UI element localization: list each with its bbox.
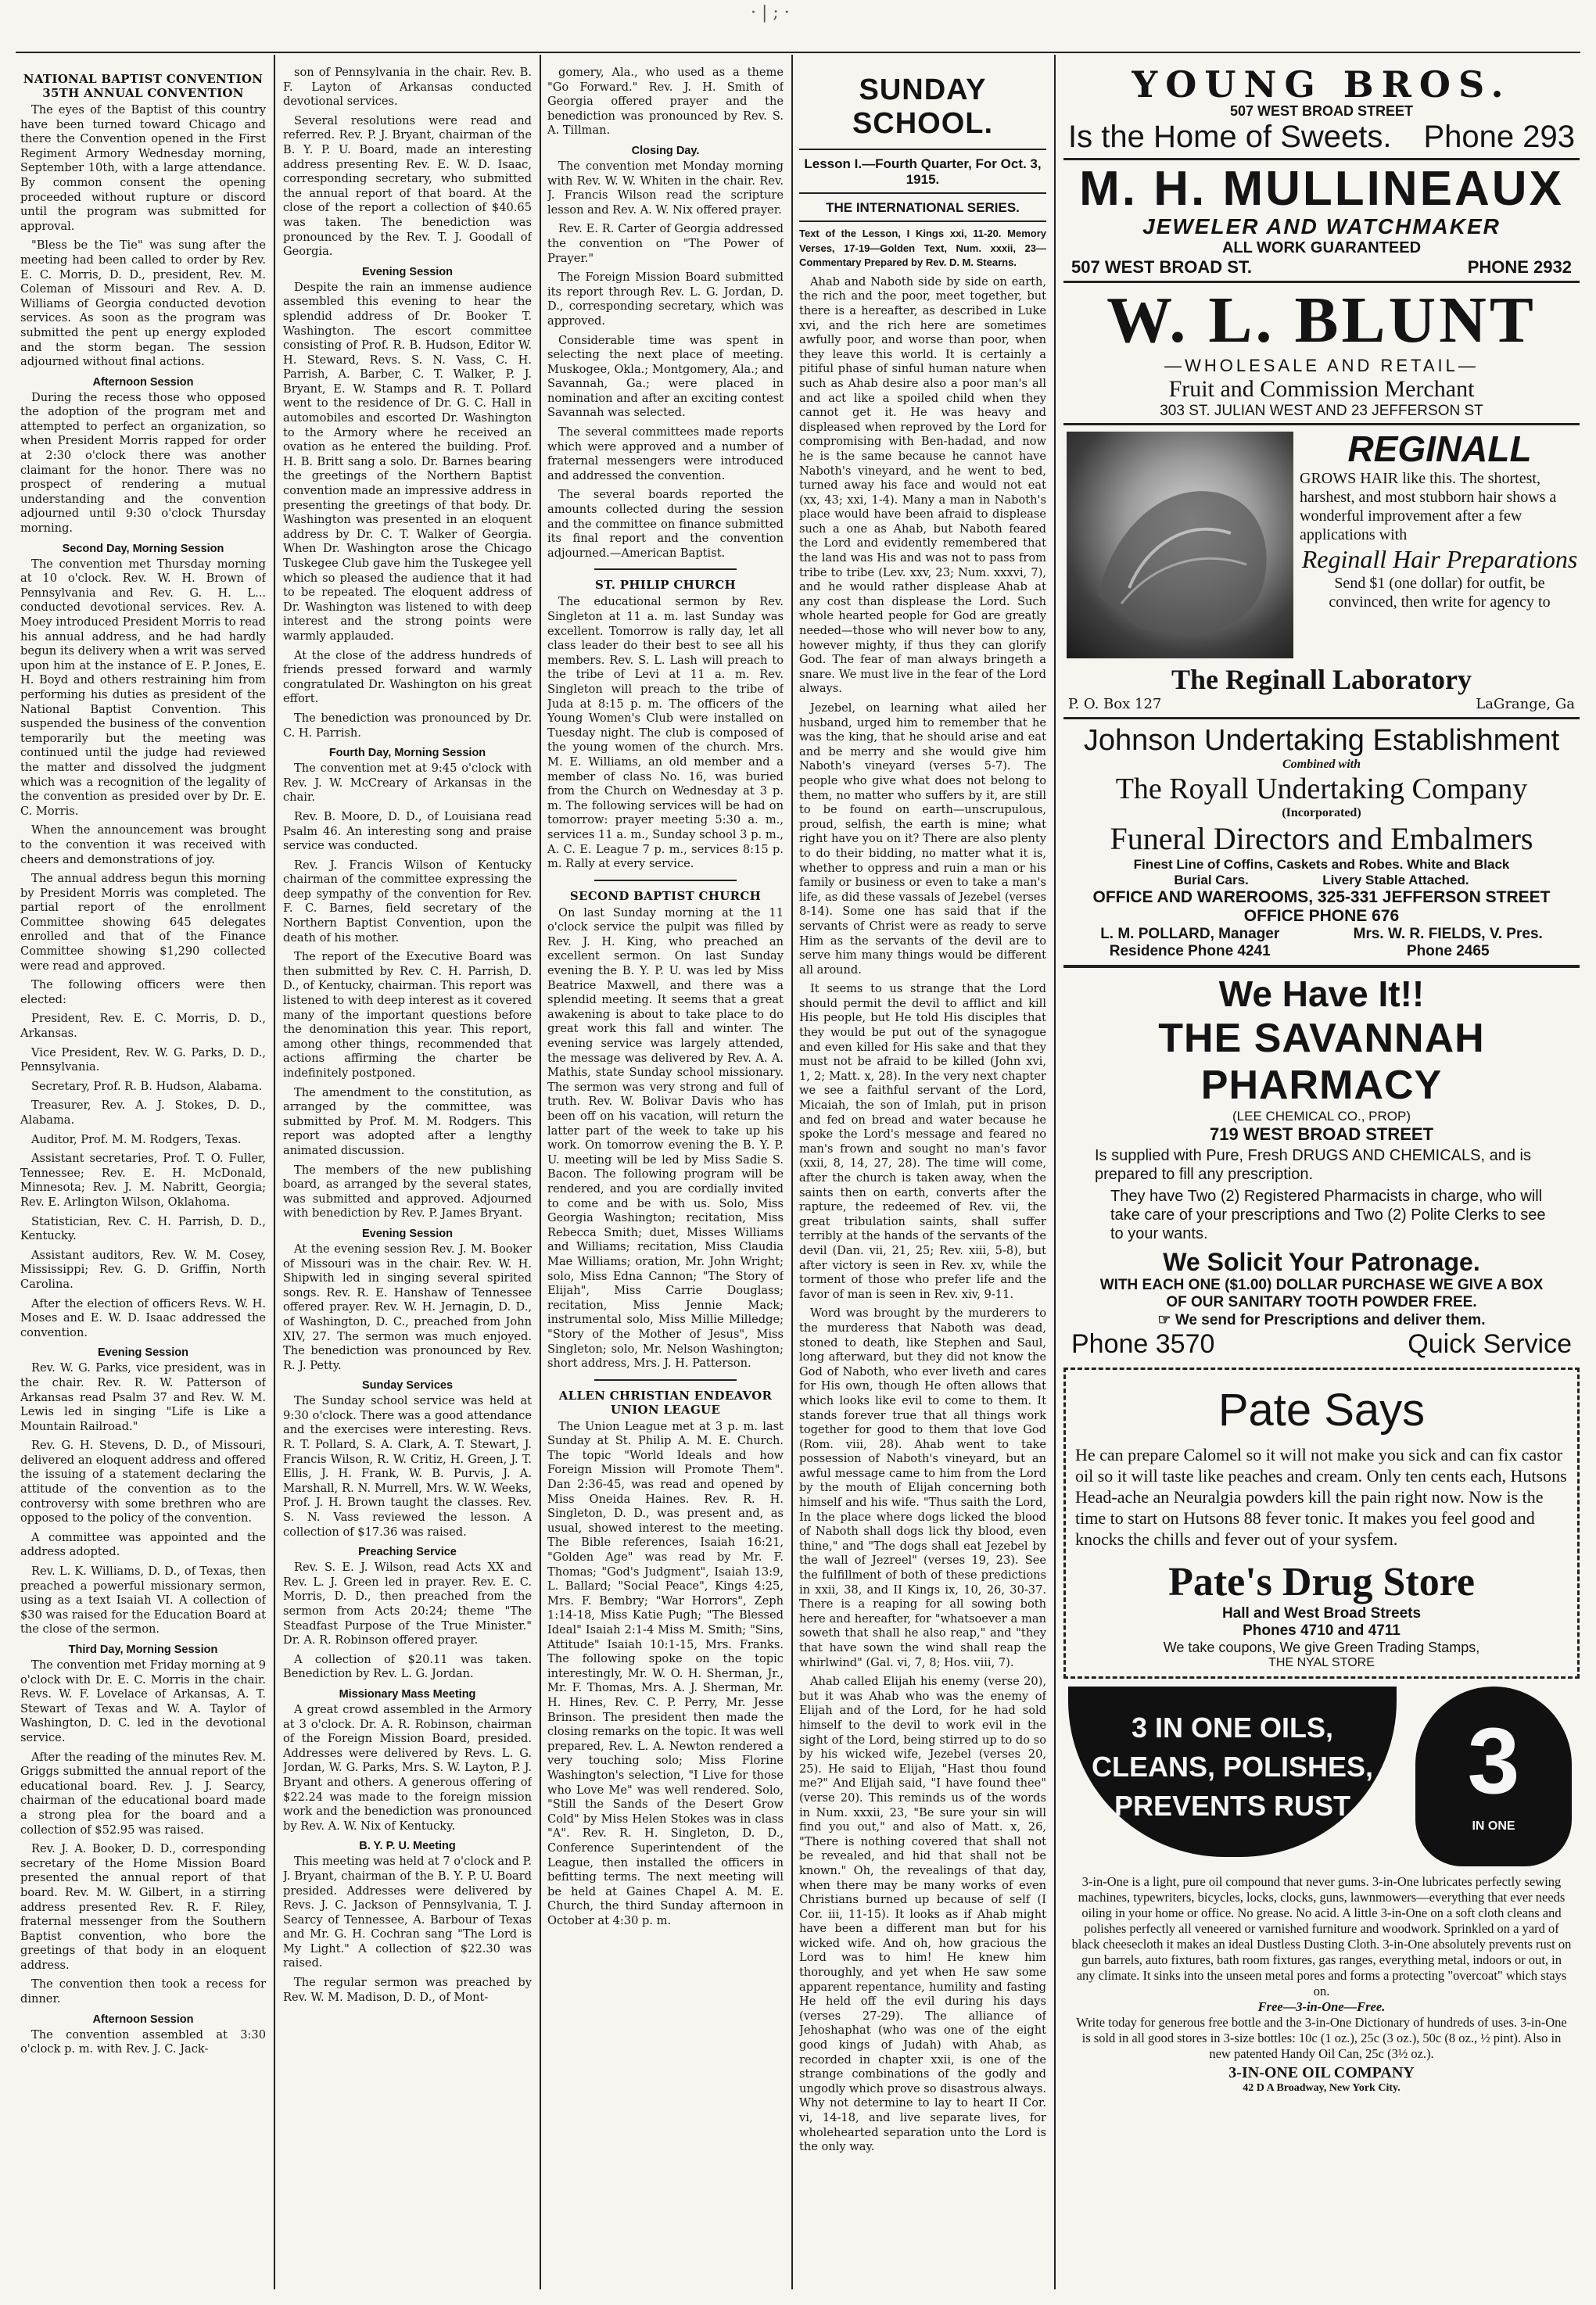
article-paragraph: The regular sermon was preached by Rev. W. M. Madison, D. D., of Mont- xyxy=(283,1976,532,2004)
pharmacy-address: 719 WEST BROAD STREET xyxy=(1209,1124,1434,1144)
article-paragraph: Rev. J. A. Booker, D. D., corresponding secretary of the Home Mission Board presented the annual report of that board. Rev. M. W. Gilbert, in a stirring address presented Rev. R. F. Riley, fraternal messenger from the Southern Baptist convention, who bore the greetings of that body in an eloquent address. xyxy=(20,1842,266,1972)
pharmacy-phone: Phone 3570 xyxy=(1071,1328,1215,1359)
oil-company: 3-IN-ONE OIL COMPANY xyxy=(1228,2063,1415,2081)
blunt-line2: Fruit and Commission Merchant xyxy=(1168,375,1475,402)
oil-banner-line2: CLEANS, POLISHES, xyxy=(1091,1750,1374,1783)
section-divider xyxy=(799,149,1046,150)
article-paragraph: The convention then took a recess for dinner. xyxy=(20,1977,266,2006)
pharmacy-owner: (LEE CHEMICAL CO., PROP) xyxy=(1232,1108,1411,1124)
article-paragraph: Rev. B. Moore, D. D., of Louisiana read Psalm 46. An interesting song and praise service was conducted. xyxy=(283,809,532,853)
article-paragraph: At the close of the address hundreds of friends pressed forward and warmly congratulated Dr. Washington on his great effort. xyxy=(283,648,532,706)
article-paragraph: Ahab and Naboth side by side on earth, the rich and the poor, meet together, but there is a hereafter, as described in Luke xvi, and the rich here are sometimes awfully poor, and worse than poor, when they leave this world. It is certainly a pitiful phase of sinful human nature when such as Ahab desire also a poor man's all and act like a spoiled child when they cannot get it. He was heavy and displeased when reproved by the Lord for compromising with Ben-hadad, and now he is the same because he cannot have Naboth's vineyard, and he went to bed, turned away his face and would not eat (xx, 43; xxi, 1-4). Many a man in Naboth's place would have been afraid to displease such a one as Ahab, but Naboth feared the Lord and evidently remembered that the land was His and was not to pass from tribe to tribe (Lev. xxv, 23; Num. xxxvi, 7), and he would rather displease Ahab at any cost than displease the Lord. Such whole hearted people for God are greatly needed—those who will never bow to any, however mighty, if thus they can glorify God. The fear of man always bringeth a snare. We must live in the fear of the Lord always. xyxy=(799,274,1046,696)
article-paragraph: Rev. G. H. Stevens, D. D., of Missouri, delivered an eloquent address and offered the issuing of a statement declaring the attitude of the convention as to the controversy with some brethren who are opposed to the policy of the convention. xyxy=(20,1439,266,1525)
officer-line: Auditor, Prof. M. M. Rodgers, Texas. xyxy=(31,1132,242,1146)
reginall-title: REGINALL xyxy=(1347,428,1532,469)
reginall-po-box: P. O. Box 127 xyxy=(1068,695,1162,712)
article-paragraph: The Sunday school service was held at 9:30 o'clock. There was a good attendance and the exercises were interesting. Revs. R. T. Pollard, S. A. Clark, A. T. Stewart, J. Francis Wilson, R. W. Critiz, H. Green, J. T. Ellis, J. H. Frank, W. B. Purvis, J. A. Marshall, R. N. Murrell, Mrs. W. W. Weeks, Prof. J. H. Brown taught the classes. Rev. S. N. Vass reviewed the lesson. A collection of $17.36 was raised. xyxy=(283,1394,532,1539)
ad-young-bros xyxy=(1063,63,1580,155)
article-paragraph: The convention assembled at 3:30 o'clock p. m. with Rev. J. C. Jack- xyxy=(20,2027,266,2056)
pointing-hand-icon: ☞ xyxy=(1157,1311,1171,1328)
headline-allen-league: ALLEN CHRISTIAN ENDEAVOR UNION LEAGUE xyxy=(558,1388,773,1417)
article-paragraph: At the evening session Rev. J. M. Booker of Missouri was in the chair. Rev. W. H. Shipwith led in singing several spirited songs. Rev. R. E. Hanshaw of Tennessee offered prayer. Rev. W. H. Jernagin, D. D., of Washington, D. C., preached from John XIV, 27. The sermon was much enjoyed. The benediction was pronounced by Rev. R. J. Petty. xyxy=(283,1242,532,1372)
article-paragraph: The benediction was pronounced by Dr. C. H. Parrish. xyxy=(283,711,532,740)
officer-line: Statistician, Rev. C. H. Parrish, D. D., Kentucky. xyxy=(20,1214,266,1243)
article-paragraph: The amendment to the constitution, as arranged by the committee, was submitted by Prof. M. M. Rodgers. This report was adopted after a lengthy animated discussion. xyxy=(283,1085,532,1157)
hair-photo-image xyxy=(1067,432,1293,658)
column-church-news xyxy=(547,66,784,2286)
subhead-fourth-day: Fourth Day, Morning Session xyxy=(328,747,486,760)
oil-can-label: IN ONE xyxy=(1472,1819,1515,1833)
officer-line: Treasurer, Rev. A. J. Stokes, D. D., Alabama. xyxy=(20,1099,266,1127)
mullineaux-name: M. H. MULLINEAUX xyxy=(1079,162,1564,217)
blunt-name: W. L. BLUNT xyxy=(1106,284,1537,357)
article-paragraph: During the recess those who opposed the adoption of the program met and attempted to perfect an organization, so when President Morris rapped for order at 2:30 o'clock there was another claimant for the honor. There was no prospect of rendering a mutual understanding and the convention adjourned until 9:30 o'clock Thursday morning. xyxy=(20,390,266,536)
section-divider xyxy=(594,568,737,570)
johnson-name: Johnson Undertaking Establishment xyxy=(1083,723,1560,757)
column-baptist-convention xyxy=(20,66,266,2286)
article-paragraph: The convention met at 9:45 o'clock with Rev. J. W. McCreary of Arkansas in the chair. xyxy=(283,762,532,805)
young-bros-name: YOUNG BROS. xyxy=(1132,63,1512,106)
oil-banner-line1: 3 IN ONE OILS, xyxy=(1131,1711,1334,1744)
section-divider xyxy=(594,1379,737,1381)
ad-divider xyxy=(1063,281,1580,283)
series-heading: THE INTERNATIONAL SERIES. xyxy=(826,200,1020,215)
article-paragraph: A collection of $20.11 was taken. Benediction by Rev. L. G. Jordan. xyxy=(283,1652,532,1681)
young-bros-address: 507 WEST BROAD STREET xyxy=(1229,103,1414,120)
ad-divider xyxy=(1063,423,1580,425)
article-paragraph: When the announcement was brought to the convention it was received with cheers and demonstrations of joy. xyxy=(20,823,266,866)
reginall-text: GROWS HAIR like this. The shortest, harshest, and most stubborn hair shows a wonderful improvement after a few applications with xyxy=(1300,469,1557,543)
pharmacy-quick-service: Quick Service xyxy=(1408,1328,1572,1359)
ad-divider xyxy=(1063,158,1580,160)
subhead-closing-day: Closing Day. xyxy=(631,144,700,157)
reginall-lab: The Reginall Laboratory xyxy=(1171,663,1472,695)
oil-sizes: Write today for generous free bottle and the 3-in-One Dictionary of hundreds of uses. 3-in-One is sold in all good stores in 3-size bottles: 10c (1 oz.), 25c (3 oz.), 50c (8 oz., ½ pint). Also in new patented Handy Oil Can, 25c (3½ oz.). xyxy=(1076,2014,1567,2061)
pate-text: He can prepare Calomel so it will not make you sick and can fix castor oil so it will taste like peaches and cream. Only ten cents each, Hutsons Head-ache an Neuralgia powders kill the pain right now. Now is the time to start on Hutsons 88 fever tonic. It makes you feel good and knocks the chills and fever out of your sysfem. xyxy=(1075,1444,1567,1549)
article-paragraph: It seems to us strange that the Lord should permit the devil to afflict and kill His people, but He told His disciples that they would be put out of the synagogue and even killed for His sake and that they must not be afraid to be killed (John xvi, 1, 2; Matt. x, 28). In the very next chapter we see a faithful servant of the Lord, Micaiah, the son of Imlah, put in prison and fed on bread and water because he spoke the Lord's message and feared no man's frown and sought no man's favor (xxii, 8, 14, 27, 28). The time will come, after the church is taken away, when the saints then on earth, converts after the rapture, the redeemed of Rev. vii, the great tribulation saints, shall suffer terribly at the hands of the servants of the devil (Dan. vii, 21, 25; Rev. xiii, 5-8), but after victory is seen in Rev. xv, while the torment of those who prefer life and the favor of man is seen in Rev. xiv, 9-11. xyxy=(799,982,1046,1301)
pate-address: Hall and West Broad Streets xyxy=(1221,1604,1422,1622)
article-paragraph: Despite the rain an immense audience assembled this evening to hear the splendid address of Dr. Booker T. Washington. The escort committee consisting of Prof. R. B. Hudson, Editor W. H. Steward, Revs. S. N. Vass, C. H. Parrish, A. Barber, C. T. Walker, P. J. Bryant, E. W. Stamps and R. T. Pollard went to the residence of Dr. G. C. Hall in automobiles and escorted Dr. Washington to the Armory where he received an ovation as he entered the building. Prof. H. B. Britt sang a solo. Dr. Barnes bearing the greetings of the Northern Baptist convention made an impressive address in presenting the greetings of that body. Dr. Washington was presented in an eloquent address by Dr. C. T. Walker of Georgia. When Dr. Washington arose the Chicago Tuskegee Club gave him the Tuskegee yell which so pleased the audience that it had to be repeated. The eloquent address of Dr. Washington was listened to with deep interest and the strong points were warmly applauded. xyxy=(283,280,532,643)
article-paragraph: This meeting was held at 7 o'clock and P. J. Bryant, chairman of the B. Y. P. U. Board presided. Addresses were delivered by Revs. J. C. Jackson of Pennsylvania, T. J. Searcy of Tennessee, A. Barbour of Texas and Mr. G. H. Cochran sang "The Lord is My Light." A collection of $22.30 was raised. xyxy=(283,1855,532,1970)
officer-line: President, Rev. E. C. Morris, D. D., Arkansas. xyxy=(20,1012,266,1041)
subhead-afternoon-session: Afternoon Session xyxy=(92,375,194,389)
article-paragraph: Rev. S. E. J. Wilson, read Acts XX and Rev. L. J. Green led in prayer. Rev. E. C. Morris, D. D., then preached from the sermon from Acts 20:24; theme "The Steadfast Purpose of the True Minister." Dr. A. R. Robinson offered prayer. xyxy=(283,1561,532,1647)
johnson-combined: Combined with xyxy=(1282,757,1361,771)
subhead-evening-session-2: Evening Session xyxy=(361,1227,454,1240)
headline-st-philip-church: ST. PHILIP CHURCH xyxy=(595,578,736,593)
article-paragraph: gomery, Ala., who used as a theme "Go Forward." Rev. J. H. Smith of Georgia offered prayer and the benediction was pronounced by Rev. S. A. Tillman. xyxy=(547,66,784,138)
column-rule xyxy=(274,55,275,2289)
article-paragraph: The following officers were then elected: xyxy=(20,978,266,1006)
subhead-third-day: Third Day, Morning Session xyxy=(68,1644,218,1656)
ad-mullineaux xyxy=(1063,163,1580,278)
article-paragraph: son of Pennsylvania in the chair. Rev. B. F. Layton of Arkansas conducted devotional services. xyxy=(283,66,532,109)
pate-store-name: Pate's Drug Store xyxy=(1168,1559,1475,1604)
column-convention-continued xyxy=(283,66,532,2286)
pharmacy-name: THE SAVANNAH PHARMACY xyxy=(1158,1015,1485,1108)
article-paragraph: A great crowd assembled in the Armory at 3 o'clock. Dr. A. R. Robinson, chairman of the Foreign Mission Board, presided. Addresses were delivered by Revs. L. G. Jordan, W. G. Parks, Mrs. S. W. Layton, P. J. Bryant and others. A generous offering of $22.24 was made to the foreign mission work and the benediction was pronounced by Rev. A. W. Nix of Kentucky. xyxy=(283,1702,532,1833)
article-paragraph: Rev. E. R. Carter of Georgia addressed the convention on "The Power of Prayer." xyxy=(547,222,784,265)
pharmacy-solicit: We Solicit Your Patronage. xyxy=(1163,1247,1480,1276)
reginall-city: LaGrange, Ga xyxy=(1476,695,1575,712)
hair-figure-icon xyxy=(1067,432,1293,658)
article-paragraph: The members of the new publishing board, as arranged by the several states, was submitted and approved. Adjourned with benediction by Rev. P. James Bryant. xyxy=(283,1163,532,1221)
ad-blunt xyxy=(1063,286,1580,419)
mullineaux-guarantee: ALL WORK GUARANTEED xyxy=(1221,239,1422,257)
article-paragraph: After the reading of the minutes Rev. M. Griggs submitted the annual report of the educational board. Rev. J. J. Searcy, chairman of the educational board made a strong plea for the board and a collection of $52.95 was raised. xyxy=(20,1750,266,1837)
column-rule xyxy=(540,55,541,2289)
reginall-product: Reginall Hair Preparations xyxy=(1301,544,1578,573)
column-rule xyxy=(1054,55,1056,2289)
oil-free-offer: Free—3-in-One—Free. xyxy=(1257,1999,1386,2014)
article-paragraph: Rev. W. G. Parks, vice president, was in the chair. Rev. R. W. Patterson of Arkansas read Psalm 37 and Rev. W. M. Lewis led in singing "Life is Like a Mountain Railroad." xyxy=(20,1361,266,1433)
subhead-preaching-service: Preaching Service xyxy=(358,1546,457,1559)
section-divider xyxy=(799,220,1046,222)
young-bros-phone: Phone 293 xyxy=(1423,120,1575,155)
oil-banner xyxy=(1068,1687,1397,1857)
blunt-trade: —WHOLESALE AND RETAIL— xyxy=(1164,355,1479,375)
officer-line: Vice President, Rev. W. G. Parks, D. D., Pennsylvania. xyxy=(20,1045,266,1074)
article-paragraph: The report of the Executive Board was then submitted by Rev. C. H. Parrish, D. D., of Kentucky, chairman. This report was listened to with deep interest as it covered many of the important questions before the denomination this year. This report, among other things, recommended that actions affirming the charter be indefinitely postponed. xyxy=(283,950,532,1080)
pate-says-title: Pate Says xyxy=(1218,1384,1426,1436)
article-paragraph: Word was brought by the murderers to the murderess that Naboth was dead, stoned to death, like Stephen and Saul, long afterward, but they did not know the God of Naboth, who ever liveth and cares for His own, though He often allows that which looks like evil to come to them. It stands forever true that all things work together for good to them that love God (Rom. viii, 28). Ahab went to take possession of Naboth's vineyard, but an awful message came to him from the Lord by the mouth of Elijah concerning both himself and his wife. "Thus saith the Lord, In the place where dogs licked the blood of Naboth shall dogs lick thy blood, even thine," and "The dogs shall eat Jezebel by the wall of Jezreel" (verses 19, 23). See the fulfillment of both of these predictions in xxii, 38, and II Kings ix, 10, 26, 30-37. There is a reaping for all sowing both here and hereafter, for "whatsoever a man soweth that shall he also reap," and "they that have sown the wind shall reap the whirlwind" (Gal. vi, 7, 8; Hos. viii, 7). xyxy=(799,1307,1046,1669)
subhead-sunday-services: Sunday Services xyxy=(361,1379,454,1393)
pate-phones: Phones 4710 and 4711 xyxy=(1243,1622,1401,1639)
article-paragraph: The convention met Thursday morning at 10 o'clock. Rev. W. H. Brown of Pennsylvania and Rev. G. H. L... conducted devotional services. Rev. A. Moey introduced President Morris to read his annual address, and he had hardly begun its delivery when a writ was served upon him at the instance of E. P. Jones, E. H. Boyd and others restraining him from performing his duties as president of the National Baptist Convention. This suspended the business of the convention temporarily but the meeting was continued until the judge had reviewed the matter and dissolved the judgment which was a recognition of the legality of the convention as presided over by Dr. E. C. Morris. xyxy=(20,557,266,818)
article-paragraph: Rev. L. K. Williams, D. D., of Texas, then preached a powerful missionary sermon, using as a text Isaiah VI. A collection of $30 was raised for the Education Board at the close of the sermon. xyxy=(20,1565,266,1636)
article-paragraph: On last Sunday morning at the 11 o'clock service the pulpit was filled by Rev. J. H. King, who preached an excellent sermon. On last Sunday evening the B. Y. P. U. was led by Miss Beatrice Maxwell, and there was a splendid meeting. It seems that a great awakening is about to take place to do great work this fall and winter. The evening service was largely attended, the message was delivered by Rev. A. A. Mathis, state Sunday school missionary. The sermon was very strong and full of truth. Rev. W. Bolivar Davis who has been off on his vacation, will return the latter part of the week to take up his work. On tomorrow evening the B. Y. P. U. meeting will be led by Miss Sadie S. Bacon. The following program will be rendered, and you are cordially invited to come and be with us. Solo, Miss Georgia Washington; recitation, Miss Rebecca Smith; duet, Misses Williams and Williams; recitation, Miss Claudia Mae Williams; oration, Mr. John Wright; solo, Miss Edna Cannon; "The Story of Elijah", Miss Carrie Douglass; recitation, Miss Jennie Mack; instrumental solo, Miss Millie Milledge; "Story of the Mother of Jesus", Miss Singleton; solo, Mr. Nelson Washington; short address, Mrs. J. H. Patterson. xyxy=(547,905,784,1371)
oil-can-icon xyxy=(1415,1687,1572,1866)
ad-savannah-pharmacy xyxy=(1063,973,1580,1360)
ad-3-in-one-oil xyxy=(1063,1687,1580,2187)
pharmacy-send: We send for Prescriptions and deliver them. xyxy=(1175,1311,1486,1328)
article-paragraph: The Foreign Mission Board submitted its report through Rev. L. G. Jordan, D. D., corresponding secretary, which was approved. xyxy=(547,271,784,328)
johnson-office: OFFICE AND WAREROOMS, 325-331 JEFFERSON STREET xyxy=(1092,887,1551,906)
article-paragraph: Jezebel, on learning what ailed her husband, urged him to remember that he was the king, that he should arise and eat and be merry and she would give him Naboth's vineyard (verses 5-7). The people who give what does not belong to them, no matter who suffers by it, are still to be found on earth—unscrupulous, proud, selfish, the earth is mine; what right have you on it? There are also plenty to do their bidding, no matter what it is, whether to oppress and ruin a man or his family or business or even to take a man's life, as did these vassals of Jezebel (verses 8-14). Some one has said that if the servants of Christ were as ready to serve Him as the servants of the devil are to serve him many things would be different all around. xyxy=(799,701,1046,977)
headline-second-baptist-church: SECOND BAPTIST CHURCH xyxy=(569,888,762,903)
article-paragraph: After the election of officers Revs. W. H. Moses and E. W. D. Isaac addressed the convention. xyxy=(20,1296,266,1339)
young-bros-slogan: Is the Home of Sweets. xyxy=(1068,120,1392,155)
pharmacy-have: We Have It!! xyxy=(1218,973,1425,1014)
subhead-second-day: Second Day, Morning Session xyxy=(62,542,224,555)
article-paragraph: The annual address begun this morning by President Morris was completed. The partial report of the enrollment Committee showing 645 delegates enrolled and that of the Finance Committee showing $1,290 collected were read and approved. xyxy=(20,872,266,973)
subhead-bypu-meeting: B. Y. P. U. Meeting xyxy=(359,1840,456,1853)
article-paragraph: The several boards reported the amounts collected during the session and the committee on finance submitted its final report and the convention adjourned.—American Baptist. xyxy=(547,488,784,560)
top-rule xyxy=(16,52,1580,53)
pate-nyal: THE NYAL STORE xyxy=(1268,1655,1375,1669)
ad-johnson-undertaking xyxy=(1063,724,1580,960)
column-rule xyxy=(791,55,793,2289)
subhead-evening-session: Evening Session xyxy=(361,265,454,278)
mullineaux-address: 507 WEST BROAD ST. xyxy=(1071,257,1253,278)
johnson-vp-phone: Phone 2465 xyxy=(1406,942,1490,959)
pate-coupons: We take coupons, We give Green Trading Stamps, xyxy=(1163,1639,1480,1655)
pharmacy-staff: They have Two (2) Registered Pharmacists in charge, who will take care of your prescriptions and Two (2) Polite Clerks to see to your wants. xyxy=(1110,1187,1546,1242)
johnson-manager-phone: Residence Phone 4241 xyxy=(1109,942,1271,959)
funeral-directors: Funeral Directors and Embalmers xyxy=(1110,820,1533,856)
ad-reginall xyxy=(1063,428,1580,663)
reginall-offer: Send $1 (one dollar) for outfit, be convinced, then write for agency to xyxy=(1329,574,1551,611)
lesson-text-reference: Text of the Lesson, I Kings xxi, 11-20. Memory Verses, 17-19—Golden Text, Num. xxxii, 23—Commentary Prepared by Rev. D. M. Stearns. xyxy=(799,228,1046,269)
masthead-marks: · | ; · xyxy=(751,3,790,23)
blunt-address: 303 ST. JULIAN WEST AND 23 JEFFERSON ST xyxy=(1160,402,1483,419)
subhead-missionary-meeting: Missionary Mass Meeting xyxy=(339,1687,476,1701)
section-divider xyxy=(799,192,1046,194)
headline-convention: NATIONAL BAPTIST CONVENTION 35TH ANNUAL CONVENTION xyxy=(23,72,264,100)
article-paragraph: A committee was appointed and the address adopted. xyxy=(20,1530,266,1559)
column-sunday-school xyxy=(799,66,1046,2286)
mullineaux-trade: JEWELER AND WATCHMAKER xyxy=(1142,214,1501,239)
article-paragraph: The several committees made reports which were approved and a number of fraternal messengers were introduced and addressed the convention. xyxy=(547,425,784,482)
subhead-evening-session: Evening Session xyxy=(97,1346,189,1360)
article-paragraph: Ahab called Elijah his enemy (verse 20), but it was Ahab who was the enemy of Elijah and of the Lord, for he had sold himself to the devil to work evil in the sight of the Lord, being stirred up to do so by his wicked wife, Jezebel (verses 20, 25). He said to Elijah, "Hast thou found me?" And Elijah said, "I have found thee" (verse 20). This reminds us of the words in Num. xxxii, 23, "Be sure your sin will find you out," and also of Matt. x, 26, "There is nothing covered that shall not be revealed, and hid that shall not be known." Oh, the revealings of that day, when there may be many works of even Christians burned up because of self (I Cor. iii, 11-15). It looks as if Ahab might have been a different man but for his wicked wife. And oh, how gracious the Lord was to him! He knew him thoroughly, and yet when He saw some apparent repentance, humility and fasting He held off the evil during his days (verses 27-29). The alliance of Jehoshaphat (who was one of the eight good kings of Judah) with Ahab, as recorded in chapter xxii, is one of the strange combinations of the godly and ungodly which prove so disastrous always. Why not determine to lay to heart II Cor. vi, 14-18, and live separate lives, for wholehearted separation unto the Lord is the only way. xyxy=(799,1675,1046,2154)
article-paragraph: Several resolutions were read and referred. Rev. P. J. Bryant, chairman of the B. Y. P. U. Board, made an interesting address presenting Rev. E. W. D. Isaac, corresponding secretary, who submitted the annual report of that board. At the close of the report a collection of $40.65 was taken. The benediction was pronounced by the Rev. T. J. Goodall of Georgia. xyxy=(283,113,532,259)
officer-line: Assistant secretaries, Prof. T. O. Fuller, Tennessee; Rev. E. H. McDonald, Minnesota; Rev. J. M. Nabritt, Georgia; Rev. E. Arlington Wilson, Oklahoma. xyxy=(20,1152,266,1209)
section-divider xyxy=(594,880,737,881)
article-paragraph: "Bless be the Tie" was sung after the meeting had been called to order by Rev. E. C. Morris, D. D., president, Rev. M. Coleman of Missouri and Rev. A. D. Williams of Georgia conducted devotion services. As soon as the program was submitted the pent up energy exploded and the storm began. The session adjourned without final actions. xyxy=(20,238,266,369)
subhead-afternoon-session-2: Afternoon Session xyxy=(92,2013,194,2026)
article-paragraph: Considerable time was spent in selecting the next place of meeting. Muskogee, Okla.; Montgomery, Ala.; and Savannah, Ga.; were placed in nomination and after an exciting contest Savannah was selected. xyxy=(547,333,784,420)
article-paragraph: The eyes of the Baptist of this country have been turned toward Chicago and there the Convention opened in the First Regiment Armory Wednesday morning, September 10th, with a large attendance. By common consent the opening proceeded without rupture or discord until the program was submitted for approval. xyxy=(20,103,266,233)
johnson-manager: L. M. POLLARD, Manager xyxy=(1100,925,1280,942)
johnson-line4b: Burial Cars. Livery Stable Attached. xyxy=(1174,872,1469,887)
oil-address: 42 D A Broadway, New York City. xyxy=(1243,2081,1401,2094)
johnson-office-phone: OFFICE PHONE 676 xyxy=(1243,906,1400,925)
oil-banner-line3: PREVENTS RUST xyxy=(1114,1789,1351,1822)
article-paragraph: The educational sermon by Rev. Singleton at 11 a. m. last Sunday was excellent. Tomorrow is rally day, let all class leader do their best to see all his members. Rev. S. L. Lash will preach to the tribe of Levi at 11 a. m. Rev. Singleton will preach to the tribe of Juda at 8:15 p. m. The officers of the Young Women's Club were installed on Tuesday night. The club is composed of the young women of the church. Mrs. M. E. Williams, an old member and a member of class No. 16, was buried from the Church on Wednesday at 3 p. m. The following services will be had on tomorrow: prayer meeting 5:30 a. m., services 11 a. m., Sunday school 3 p. m., A. C. E. League 7 p. m., services 8:15 p. m. Rally at every service. xyxy=(547,595,784,871)
lesson-heading: Lesson I.—Fourth Quarter, For Oct. 3, 1915. xyxy=(804,156,1042,187)
royall-name: The Royall Undertaking Company xyxy=(1115,772,1528,805)
article-paragraph: Rev. J. Francis Wilson of Kentucky chairman of the committee expressing the deep sympathy of the convention for Rev. F. C. Barnes, field secretary of the Northern Baptist Convention, upon the death of his mother. xyxy=(283,858,532,945)
pharmacy-offer: WITH EACH ONE ($1.00) DOLLAR PURCHASE WE GIVE A BOX OF OUR SANITARY TOOTH POWDER FREE. xyxy=(1099,1276,1544,1310)
johnson-line4a: Finest Line of Coffins, Caskets and Robes. White and Black xyxy=(1133,856,1510,872)
ad-pate-drug-store xyxy=(1063,1368,1580,1679)
article-paragraph: The convention met Monday morning with Rev. W. W. Whiten in the chair. Rev. J. Francis Wilson read the scripture lesson and Rev. A. W. Nix offered prayer. xyxy=(547,159,784,217)
mullineaux-phone: PHONE 2932 xyxy=(1467,257,1572,278)
officer-line: Secretary, Prof. R. B. Hudson, Alabama. xyxy=(31,1079,263,1093)
article-paragraph: The convention met Friday morning at 9 o'clock with Dr. E. C. Morris in the chair. Revs. W. F. Lovelace of Arkansas, A. T. Stewart of Texas and W. A. Taylor of Washington, D. C. led in the devotional service. xyxy=(20,1658,266,1744)
oil-description: 3-in-One is a light, pure oil compound that never gums. 3-in-One lubricates perfectly sewing machines, typewriters, bicycles, locks, clocks, guns, lawnmowers—everything that ever needs oiling in your home or office. No grease. No acid. A little 3-in-One on a soft cloth cleans and polishes perfectly all veneered or varnished furniture and woodwork. Sprinkled on a yard of black cheesecloth it makes an ideal Dustless Dusting Cloth. 3-in-One absolutely prevents rust on gun barrels, auto fixtures, bath room fixtures, gas ranges, everything metal, indoors or out, in any climate. It sinks into the unseen metal pores and forms a protecting "overcoat" which stays on. xyxy=(1071,1873,1572,1999)
oil-can-number: 3 xyxy=(1467,1708,1520,1813)
officer-line: Assistant auditors, Rev. W. M. Cosey, Mississippi; Rev. G. D. Griffin, North Carolina. xyxy=(20,1248,266,1291)
article-paragraph: The Union League met at 3 p. m. last Sunday at St. Philip A. M. E. Church. The topic "World Ideals and how Foreign Mission will Promote Them". Dan 2:36-45, was read and opened by Miss Oneida Haines. Rev. R. H. Singleton, D. D., was present and, as usual, showed interest to the meeting. The Bible references, Isaiah 16:21, "Golden Age" was read by Mr. F. Thomas; "God's Judgment", Isaiah 13:9, L. Ballard; "Social Peace", Kings 4:25, Mrs. F. Bembry; "War Horrors", Zeph 1:14-18, Miss Katie Pugh; "The Blessed Ideal" Isaiah 2:1-4 Miss M. Smith; "Sins, Attitude" Isaiah 10:1-15, Mrs. Franks. The following spoke on the topic interestingly, Mr. W. O. H. Sherman, Jr., Mr. F. Thomas, Mrs. A. J. Sherman, Mr. H. Hines, Rev. C. P. Perry, Mr. Jesse Brinson. The president then made the closing remarks on the topic. It was well prepared, Rev. L. A. Newton rendered a very touching solo; Miss Florine Washington's selection, "I Live for those who Love Me" was well rendered. Solo, "Still the Sands of the Desert Grow Cold" by Miss Helen Stokes was in class "A". Rev. R. H. Singleton, D. D., Conference Superintendent of the League, then installed the officers in befitting terms. The next meeting will be held at Gaines Chapel A. M. E. Church, the third Sunday afternoon in October at 4:30 p. m. xyxy=(547,1419,784,1927)
pharmacy-supplied: Is supplied with Pure, Fresh DRUGS AND CHEMICALS, and is prepared to fill any prescription. xyxy=(1095,1146,1531,1183)
column-advertisements xyxy=(1063,63,1580,2291)
ad-divider xyxy=(1063,717,1580,719)
johnson-vice-president: Mrs. W. R. FIELDS, V. Pres. xyxy=(1353,925,1543,942)
royall-inc: (Incorporated) xyxy=(1282,805,1361,819)
ad-divider xyxy=(1063,965,1580,968)
sunday-school-title: SUNDAY SCHOOL. xyxy=(852,73,994,140)
